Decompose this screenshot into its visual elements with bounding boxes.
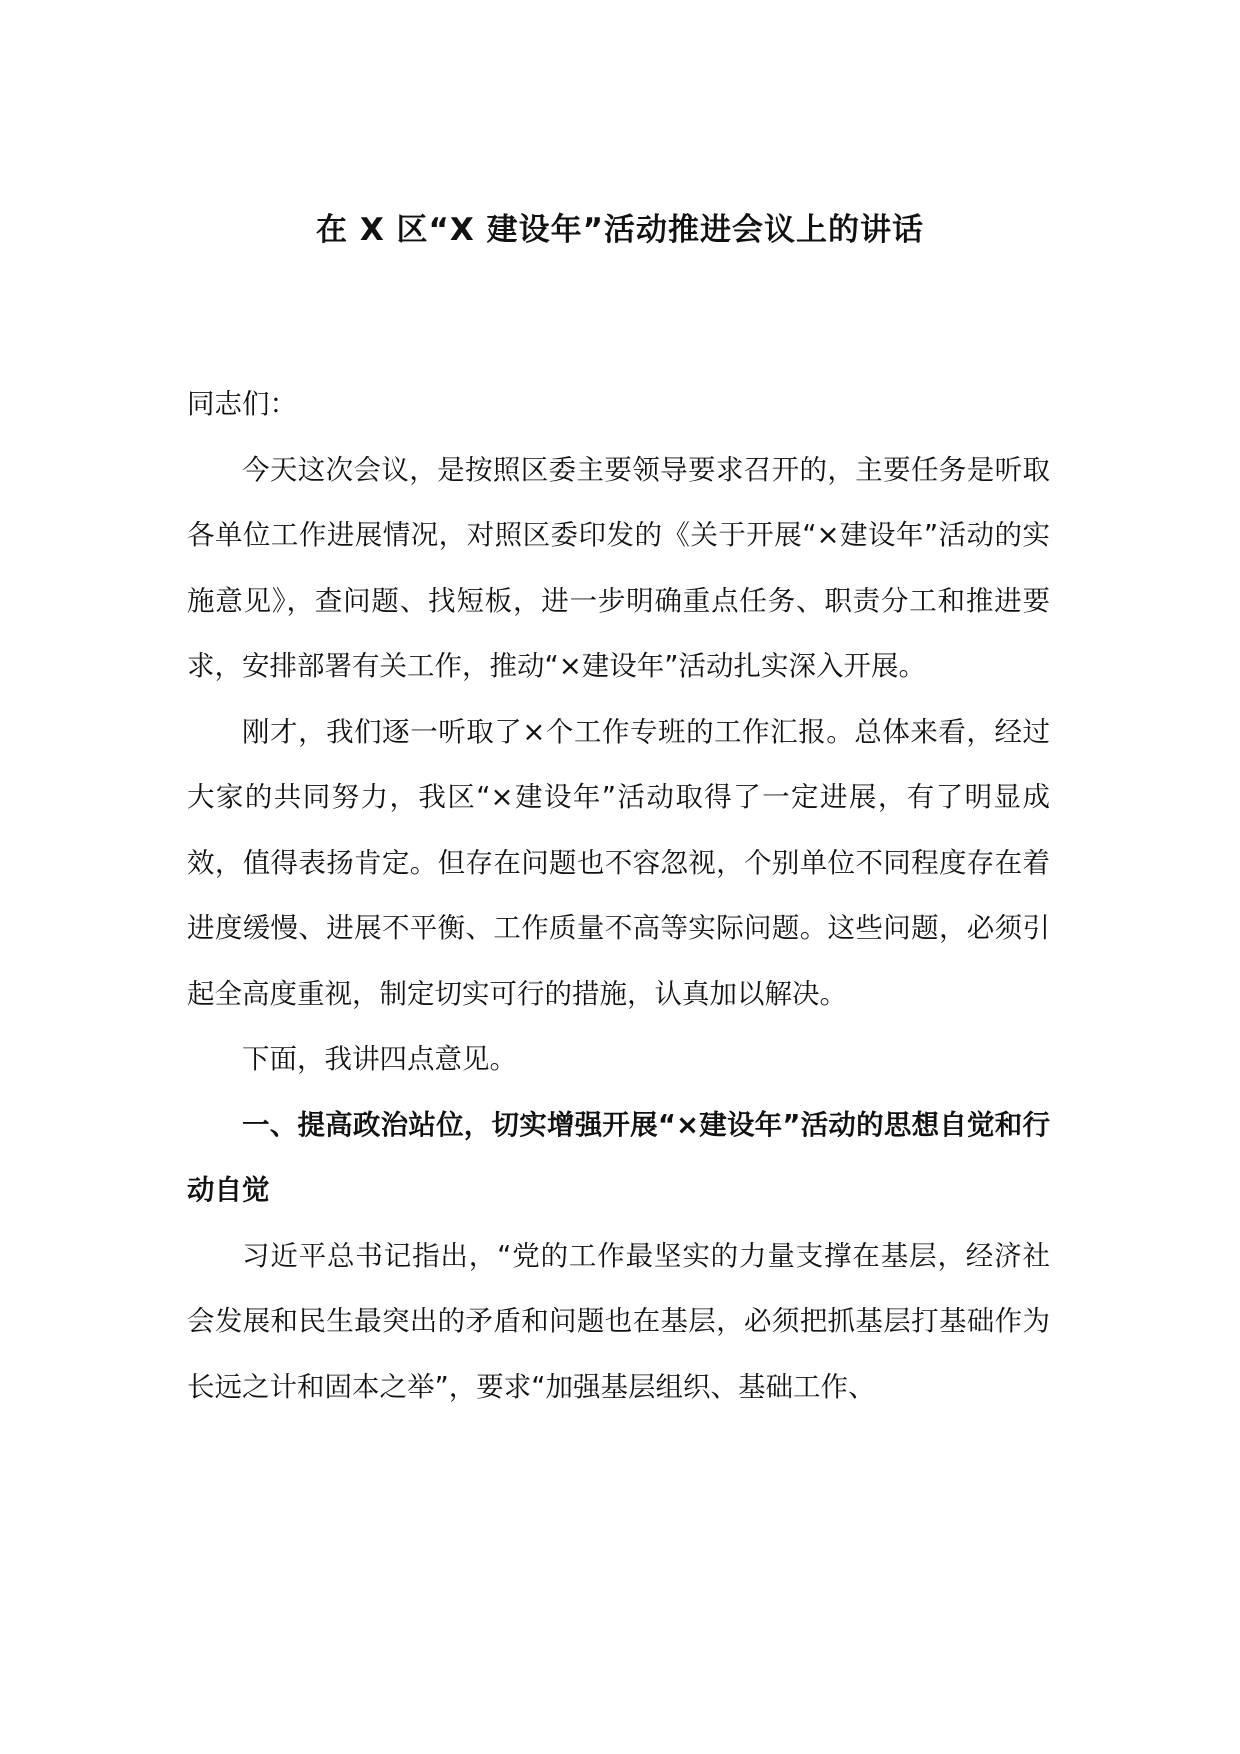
paragraph-1: 今天这次会议，是按照区委主要领导要求召开的，主要任务是听取各单位工作进展情况，对照区委印发的《关于开展“×建设年”活动的实施意见》，查问题、找短板，进一步明确重点任务、职责分工和推进要求，安排部署有关工作，推动“×建设年”活动扎实深入开展。 <box>187 453 1050 682</box>
document-title: 在 X 区“X 建设年”活动推进会议上的讲话 <box>316 212 924 248</box>
salutation: 同志们： <box>187 388 297 420</box>
paragraph-3: 下面，我讲四点意见。 <box>242 1043 517 1075</box>
section-paragraph: 习近平总书记指出，“党的工作最坚实的力量支撑在基层，经济社会发展和民生最突出的矛盾和问题也在基层，必须把抓基层打基础作为长远之计和固本之举”，要求“加强基层组织、基础工作、 <box>187 1239 1050 1403</box>
paragraph-2: 刚才，我们逐一听取了×个工作专班的工作汇报。总体来看，经过大家的共同努力，我区“×建设年”活动取得了一定进展，有了明显成效，值得表扬肯定。但存在问题也不容忽视，个别单位不同程度存在着进度缓慢、进展不平衡、工作质量不高等实际问题。这些问题，必须引起全高度重视，制定切实可行的措施，认真加以解决。 <box>187 715 1050 1010</box>
section-heading: 一、提高政治站位，切实增强开展“×建设年”活动的思想自觉和行动自觉 <box>187 1108 1050 1206</box>
document-body <box>187 372 1050 1420</box>
